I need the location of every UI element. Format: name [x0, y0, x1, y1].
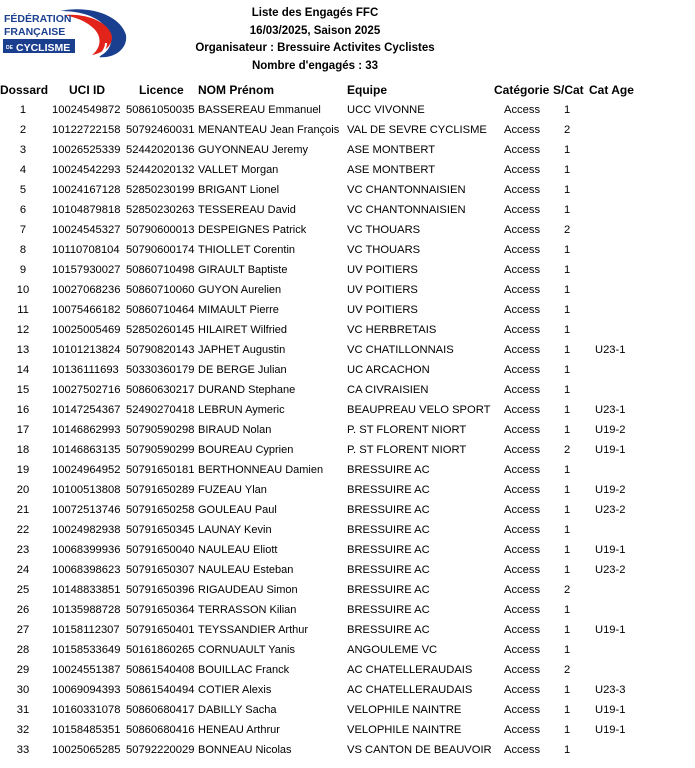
table-row — [0, 380, 695, 400]
name-cell: TEYSSANDIER Arthur — [198, 624, 309, 636]
licence-cell: 50791650258 — [126, 504, 195, 516]
uci-id-cell: 10024964952 — [52, 464, 121, 476]
dossard-cell: 9 — [19, 264, 27, 276]
category-cell: Access — [504, 204, 541, 216]
subcategory-cell: 2 — [564, 224, 571, 236]
team-cell: VC THOUARS — [347, 244, 421, 256]
dossard-cell: 7 — [19, 224, 27, 236]
subcategory-cell: 1 — [564, 644, 571, 656]
uci-id-cell: 10158485351 — [52, 724, 121, 736]
category-cell: Access — [504, 364, 541, 376]
table-row — [0, 240, 695, 260]
dossard-cell: 24 — [16, 564, 30, 576]
team-cell: UV POITIERS — [347, 284, 418, 296]
name-cell: HILAIRET Wilfried — [198, 324, 288, 336]
team-cell: BRESSUIRE AC — [347, 524, 430, 536]
table-row — [0, 200, 695, 220]
table-row — [0, 520, 695, 540]
licence-cell: 50790820143 — [126, 344, 195, 356]
entrant-count: Nombre d'engagés : 33 — [251, 59, 379, 72]
table-row — [0, 560, 695, 580]
uci-id-cell: 10027502716 — [52, 384, 121, 396]
name-cell: DE BERGE Julian — [198, 364, 287, 376]
team-cell: BRESSUIRE AC — [347, 604, 430, 616]
name-cell: BERTHONNEAU Damien — [198, 464, 324, 476]
name-cell: VALLET Morgan — [198, 164, 279, 176]
team-cell: ASE MONTBERT — [347, 144, 436, 156]
category-cell: Access — [504, 584, 541, 596]
subcategory-cell: 1 — [564, 244, 571, 256]
table-row — [0, 580, 695, 600]
subcategory-cell: 1 — [564, 384, 571, 396]
team-cell: BRESSUIRE AC — [347, 504, 430, 516]
subcategory-cell: 1 — [564, 744, 571, 756]
category-cell: Access — [504, 224, 541, 236]
uci-id-cell: 10024982938 — [52, 524, 121, 536]
team-cell: VELOPHILE NAINTRE — [347, 724, 462, 736]
dossard-cell: 19 — [16, 464, 30, 476]
licence-cell: 50861050035 — [126, 104, 195, 116]
licence-cell: 50330360179 — [126, 364, 195, 376]
table-row — [0, 160, 695, 180]
team-cell: CA CIVRAISIEN — [347, 384, 429, 396]
team-cell: BRESSUIRE AC — [347, 484, 430, 496]
dossard-cell: 23 — [16, 544, 30, 556]
name-cell: GUYON Aurelien — [198, 284, 282, 296]
dossard-cell: 8 — [19, 244, 27, 256]
category-cell: Access — [504, 444, 541, 456]
licence-cell: 50860630217 — [126, 384, 195, 396]
uci-id-cell: 10024167128 — [52, 184, 121, 196]
dossard-cell: 18 — [16, 444, 30, 456]
subcategory-cell: 1 — [564, 424, 571, 436]
licence-cell: 52850260145 — [126, 324, 195, 336]
table-row — [0, 660, 695, 680]
uci-id-cell: 10136111693 — [52, 364, 119, 376]
dossard-cell: 28 — [16, 644, 30, 656]
dossard-cell: 25 — [16, 584, 30, 596]
category-cell: Access — [504, 524, 541, 536]
name-cell: GUYONNEAU Jeremy — [198, 144, 309, 156]
uci-id-cell: 10158533649 — [52, 644, 121, 656]
table-row — [0, 220, 695, 240]
team-cell: P. ST FLORENT NIORT — [347, 444, 467, 456]
table-row — [0, 400, 695, 420]
team-cell: BRESSUIRE AC — [347, 584, 430, 596]
table-row — [0, 680, 695, 700]
team-cell: VELOPHILE NAINTRE — [347, 704, 462, 716]
dossard-cell: 11 — [17, 304, 29, 316]
subcategory-cell: 1 — [564, 264, 571, 276]
subcategory-cell: 1 — [564, 164, 571, 176]
dossard-cell: 16 — [16, 404, 30, 416]
logo-line1: FÉDÉRATION — [4, 13, 72, 25]
subcategory-cell: 1 — [564, 724, 571, 736]
subcategory-cell: 1 — [564, 344, 571, 356]
category-cell: Access — [504, 144, 541, 156]
licence-cell: 50791650396 — [126, 584, 195, 596]
name-cell: MENANTEAU Jean François — [198, 124, 340, 136]
subcategory-cell: 1 — [564, 364, 571, 376]
subcategory-cell: 1 — [564, 544, 571, 556]
cat-age-cell: U23-2 — [595, 504, 626, 516]
col-licence: Licence — [139, 83, 184, 97]
licence-cell: 50790600174 — [126, 244, 195, 256]
name-cell: TESSEREAU David — [198, 204, 296, 216]
subcategory-cell: 2 — [564, 664, 571, 676]
team-cell: BEAUPREAU VELO SPORT — [347, 404, 491, 416]
name-cell: LEBRUN Aymeric — [198, 404, 285, 416]
logo-line4: CYCLISME — [16, 42, 71, 54]
category-cell: Access — [504, 344, 541, 356]
ffc-logo — [2, 5, 128, 61]
dossard-cell: 1 — [19, 104, 27, 116]
uci-id-cell: 10100513808 — [52, 484, 121, 496]
subcategory-cell: 1 — [564, 564, 571, 576]
category-cell: Access — [504, 644, 541, 656]
licence-cell: 52490270418 — [126, 404, 195, 416]
uci-id-cell: 10025005469 — [52, 324, 121, 336]
name-cell: BOUILLAC Franck — [198, 664, 290, 676]
table-row — [0, 360, 695, 380]
team-cell: ANGOULEME VC — [347, 644, 438, 656]
subcategory-cell: 1 — [564, 484, 571, 496]
name-cell: THIOLLET Corentin — [198, 244, 296, 256]
name-cell: BOUREAU Cyprien — [198, 444, 294, 456]
subcategory-cell: 2 — [564, 444, 571, 456]
name-cell: NAULEAU Eliott — [198, 544, 278, 556]
category-cell: Access — [504, 564, 541, 576]
table-row — [0, 460, 695, 480]
uci-id-cell: 10148833851 — [52, 584, 121, 596]
category-cell: Access — [504, 264, 541, 276]
dossard-cell: 2 — [19, 124, 27, 136]
table-row — [0, 120, 695, 140]
name-cell: JAPHET Augustin — [198, 344, 286, 356]
dossard-cell: 27 — [16, 624, 30, 636]
team-cell: P. ST FLORENT NIORT — [347, 424, 467, 436]
name-cell: GIRAULT Baptiste — [198, 264, 288, 276]
subcategory-cell: 1 — [564, 464, 571, 476]
cat-age-cell: U23-2 — [595, 564, 626, 576]
cat-age-cell: U23-1 — [595, 344, 626, 356]
name-cell: DABILLY Sacha — [198, 704, 277, 716]
category-cell: Access — [504, 504, 541, 516]
dossard-cell: 21 — [16, 504, 30, 516]
document-title: Liste des Engagés FFC — [251, 7, 379, 19]
subcategory-cell: 1 — [564, 204, 571, 216]
subcategory-cell: 1 — [564, 144, 571, 156]
category-cell: Access — [504, 404, 541, 416]
uci-id-cell: 10104879818 — [52, 204, 121, 216]
licence-cell: 50790600013 — [126, 224, 195, 236]
subcategory-cell: 1 — [564, 504, 571, 516]
name-cell: NAULEAU Esteban — [198, 564, 294, 576]
name-cell: TERRASSON Kilian — [198, 604, 297, 616]
dossard-cell: 22 — [16, 524, 30, 536]
document-header — [170, 5, 460, 75]
uci-id-cell: 10024551387 — [52, 664, 121, 676]
table-row — [0, 340, 695, 360]
name-cell: BASSEREAU Emmanuel — [198, 104, 321, 116]
table-row — [0, 260, 695, 280]
category-cell: Access — [504, 244, 541, 256]
category-cell: Access — [504, 424, 541, 436]
uci-id-cell: 10158112307 — [52, 624, 120, 636]
dossard-cell: 6 — [19, 204, 27, 216]
subcategory-cell: 1 — [564, 684, 571, 696]
category-cell: Access — [504, 724, 541, 736]
category-cell: Access — [504, 124, 541, 136]
col-uci-id: UCI ID — [69, 83, 105, 97]
subcategory-cell: 1 — [564, 104, 571, 116]
licence-cell: 52442020132 — [126, 164, 195, 176]
table-row — [0, 440, 695, 460]
licence-cell: 50791650307 — [126, 564, 195, 576]
subcategory-cell: 1 — [564, 704, 571, 716]
licence-cell: 50860710498 — [126, 264, 195, 276]
subcategory-cell: 1 — [564, 404, 571, 416]
table-row — [0, 740, 695, 760]
subcategory-cell: 1 — [564, 624, 571, 636]
team-cell: VC HERBRETAIS — [347, 324, 437, 336]
team-cell: UV POITIERS — [347, 264, 418, 276]
date-season: 16/03/2025, Saison 2025 — [249, 24, 381, 37]
licence-cell: 50791650040 — [126, 544, 195, 556]
dossard-cell: 12 — [16, 324, 30, 336]
team-cell: VC CHATILLONNAIS — [347, 344, 454, 356]
uci-id-cell: 10024545327 — [52, 224, 121, 236]
col-team: Equipe — [347, 83, 388, 97]
team-cell: VS CANTON DE BEAUVOIR — [347, 744, 492, 756]
category-cell: Access — [504, 164, 541, 176]
dossard-cell: 13 — [16, 344, 30, 356]
name-cell: CORNUAULT Yanis — [198, 644, 295, 656]
dossard-cell: 10 — [16, 284, 30, 296]
team-cell: UV POITIERS — [347, 304, 418, 316]
name-cell: FUZEAU Ylan — [198, 484, 267, 496]
team-cell: BRESSUIRE AC — [347, 464, 430, 476]
licence-cell: 50860680416 — [126, 724, 195, 736]
table-row — [0, 600, 695, 620]
name-cell: LAUNAY Kevin — [198, 524, 272, 536]
table-row — [0, 700, 695, 720]
licence-cell: 50791650345 — [126, 524, 195, 536]
uci-id-cell: 10025065285 — [52, 744, 121, 756]
col-subcategory: S/Cat — [553, 83, 584, 97]
licence-cell: 50790590299 — [126, 444, 195, 456]
team-cell: VAL DE SEVRE CYCLISME — [347, 124, 487, 136]
uci-id-cell: 10110708104 — [52, 244, 120, 256]
table-header — [0, 81, 695, 99]
name-cell: BIRAUD Nolan — [198, 424, 272, 436]
dossard-cell: 20 — [16, 484, 30, 496]
table-row — [0, 480, 695, 500]
uci-id-cell: 10068398623 — [52, 564, 121, 576]
uci-id-cell: 10160331078 — [52, 704, 121, 716]
uci-id-cell: 10068399936 — [52, 544, 121, 556]
subcategory-cell: 1 — [564, 284, 571, 296]
cat-age-cell: U19-1 — [595, 724, 626, 736]
licence-cell: 50860680417 — [126, 704, 195, 716]
uci-id-cell: 10146862993 — [52, 424, 121, 436]
name-cell: MIMAULT Pierre — [198, 304, 279, 316]
table-row — [0, 100, 695, 120]
name-cell: DESPEIGNES Patrick — [198, 224, 307, 236]
category-cell: Access — [504, 604, 541, 616]
cat-age-cell: U19-2 — [595, 424, 626, 436]
col-dossard: Dossard — [0, 83, 49, 97]
team-cell: BRESSUIRE AC — [347, 544, 430, 556]
name-cell: COTIER Alexis — [198, 684, 272, 696]
subcategory-cell: 1 — [564, 184, 571, 196]
team-cell: BRESSUIRE AC — [347, 564, 430, 576]
team-cell: VC CHANTONNAISIEN — [347, 204, 466, 216]
team-cell: BRESSUIRE AC — [347, 624, 430, 636]
licence-cell: 50791650289 — [126, 484, 195, 496]
uci-id-cell: 10122722158 — [52, 124, 121, 136]
category-cell: Access — [504, 464, 541, 476]
dossard-cell: 33 — [16, 744, 30, 756]
team-cell: VC THOUARS — [347, 224, 421, 236]
category-cell: Access — [504, 104, 541, 116]
dossard-cell: 32 — [16, 724, 30, 736]
subcategory-cell: 1 — [564, 304, 571, 316]
subcategory-cell: 2 — [564, 124, 571, 136]
cat-age-cell: U23-3 — [595, 684, 626, 696]
team-cell: ASE MONTBERT — [347, 164, 436, 176]
category-cell: Access — [504, 624, 541, 636]
logo-line2: FRANÇAISE — [4, 26, 66, 38]
dossard-cell: 14 — [16, 364, 30, 376]
col-category: Catégorie — [494, 83, 550, 97]
dossard-cell: 17 — [16, 424, 30, 436]
category-cell: Access — [504, 324, 541, 336]
dossard-cell: 15 — [16, 384, 30, 396]
table-row — [0, 500, 695, 520]
uci-id-cell: 10135988728 — [52, 604, 121, 616]
dossard-cell: 30 — [16, 684, 30, 696]
licence-cell: 50792220029 — [126, 744, 195, 756]
name-cell: DURAND Stephane — [198, 384, 296, 396]
table-row — [0, 720, 695, 740]
cat-age-cell: U23-1 — [595, 404, 626, 416]
name-cell: HENEAU Arthrur — [198, 724, 280, 736]
uci-id-cell: 10075466182 — [52, 304, 121, 316]
licence-cell: 50860710060 — [126, 284, 195, 296]
table-row — [0, 320, 695, 340]
team-cell: UC ARCACHON — [347, 364, 430, 376]
table-row — [0, 280, 695, 300]
licence-cell: 50861540494 — [126, 684, 195, 696]
category-cell: Access — [504, 484, 541, 496]
table-row — [0, 420, 695, 440]
uci-id-cell: 10027068236 — [52, 284, 121, 296]
dossard-cell: 26 — [16, 604, 30, 616]
table-row — [0, 140, 695, 160]
category-cell: Access — [504, 704, 541, 716]
col-cat-age: Cat Age — [589, 83, 634, 97]
table-row — [0, 640, 695, 660]
name-cell: BRIGANT Lionel — [198, 184, 280, 196]
name-cell: BONNEAU Nicolas — [198, 744, 292, 756]
category-cell: Access — [504, 684, 541, 696]
logo-line3: DE — [6, 45, 13, 51]
dossard-cell: 31 — [16, 704, 30, 716]
table-row — [0, 620, 695, 640]
team-cell: AC CHATELLERAUDAIS — [347, 664, 473, 676]
cat-age-cell: U19-1 — [595, 704, 626, 716]
cat-age-cell: U19-1 — [595, 624, 626, 636]
uci-id-cell: 10147254367 — [52, 404, 121, 416]
dossard-cell: 5 — [19, 184, 27, 196]
licence-cell: 50861540408 — [126, 664, 195, 676]
category-cell: Access — [504, 284, 541, 296]
entrants-table — [0, 100, 695, 760]
uci-id-cell: 10069094393 — [52, 684, 121, 696]
dossard-cell: 29 — [16, 664, 30, 676]
licence-cell: 52850230263 — [126, 204, 195, 216]
table-row — [0, 300, 695, 320]
category-cell: Access — [504, 744, 541, 756]
organizer: Organisateur : Bressuire Activites Cyclistes — [195, 42, 435, 54]
category-cell: Access — [504, 384, 541, 396]
licence-cell: 52850230199 — [126, 184, 195, 196]
category-cell: Access — [504, 304, 541, 316]
uci-id-cell: 10026525339 — [52, 144, 121, 156]
category-cell: Access — [504, 544, 541, 556]
licence-cell: 50161860265 — [126, 644, 195, 656]
category-cell: Access — [504, 664, 541, 676]
licence-cell: 50792460031 — [126, 124, 195, 136]
licence-cell: 50860710464 — [126, 304, 195, 316]
cat-age-cell: U19-1 — [595, 544, 626, 556]
team-cell: VC CHANTONNAISIEN — [347, 184, 466, 196]
uci-id-cell: 10101213824 — [52, 344, 121, 356]
dossard-cell: 4 — [19, 164, 27, 176]
name-cell: GOULEAU Paul — [198, 504, 277, 516]
category-cell: Access — [504, 184, 541, 196]
uci-id-cell: 10146863135 — [52, 444, 121, 456]
licence-cell: 50791650401 — [126, 624, 195, 636]
team-cell: UCC VIVONNE — [347, 104, 425, 116]
subcategory-cell: 2 — [564, 584, 571, 596]
licence-cell: 50790590298 — [126, 424, 195, 436]
cat-age-cell: U19-2 — [595, 484, 626, 496]
cat-age-cell: U19-1 — [595, 444, 626, 456]
licence-cell: 50791650364 — [126, 604, 195, 616]
uci-id-cell: 10024542293 — [52, 164, 121, 176]
table-row — [0, 180, 695, 200]
col-name: NOM Prénom — [198, 83, 275, 97]
uci-id-cell: 10072513746 — [52, 504, 121, 516]
dossard-cell: 3 — [19, 144, 27, 156]
subcategory-cell: 1 — [564, 604, 571, 616]
subcategory-cell: 1 — [564, 524, 571, 536]
table-row — [0, 540, 695, 560]
licence-cell: 50791650181 — [126, 464, 195, 476]
name-cell: RIGAUDEAU Simon — [198, 584, 298, 596]
uci-id-cell: 10157930027 — [52, 264, 121, 276]
subcategory-cell: 1 — [564, 324, 571, 336]
licence-cell: 52442020136 — [126, 144, 195, 156]
uci-id-cell: 10024549872 — [52, 104, 121, 116]
team-cell: AC CHATELLERAUDAIS — [347, 684, 473, 696]
